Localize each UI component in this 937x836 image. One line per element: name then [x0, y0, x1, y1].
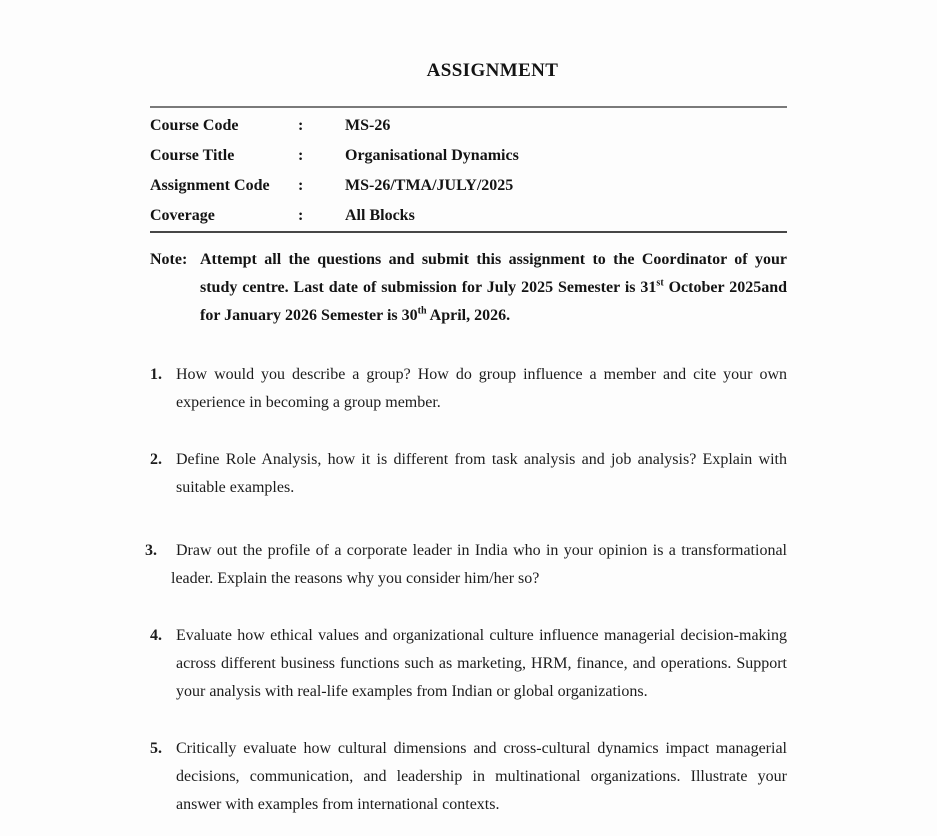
note-text-part3: April, 2026. — [426, 307, 511, 324]
question-text: How would you describe a group? How do group influence a member and cite your own experience in becoming a group member. — [176, 366, 787, 411]
page-title: ASSIGNMENT — [426, 60, 559, 81]
question-list — [145, 361, 787, 819]
row-label: Assignment Code — [150, 177, 270, 194]
submission-note — [150, 246, 787, 330]
row-label: Course Code — [150, 117, 239, 134]
question-number: 5. — [150, 740, 162, 757]
question-item-1 — [150, 361, 787, 417]
row-separator: : — [298, 207, 304, 224]
table-row-assignment-code — [150, 171, 787, 201]
row-separator: : — [298, 147, 304, 164]
question-text: Draw out the profile of a corporate leader in India who in your opinion is a transformational leader. Explain the reasons why you consider him/her so? — [171, 542, 787, 587]
document-content — [145, 0, 787, 819]
table-row-course-code — [150, 111, 787, 141]
note-label: Note: — [150, 251, 188, 268]
question-number: 2. — [150, 451, 162, 468]
question-item-2 — [150, 446, 787, 502]
note-superscript-th: th — [417, 305, 427, 317]
row-value: Organisational Dynamics — [345, 147, 519, 164]
question-item-4 — [150, 622, 787, 706]
row-value: All Blocks — [345, 207, 415, 224]
row-value: MS-26 — [345, 117, 391, 134]
question-item-3 — [145, 537, 787, 593]
question-number: 4. — [150, 627, 162, 644]
question-text: Define Role Analysis, how it is different from task analysis and job analysis? Explain with suitable examples. — [176, 451, 787, 496]
question-item-5 — [150, 735, 787, 819]
row-value: MS-26/TMA/JULY/2025 — [345, 177, 514, 194]
question-number: 3. — [145, 542, 157, 559]
course-info-table — [150, 106, 787, 233]
note-text-part2: October 2025and for January 2026 Semester is 30 — [200, 279, 787, 324]
note-text-part1: Attempt all the questions and submit this assignment to the Coordinator of your study centre. Last date of submission for July 2025 Semester is 31 — [200, 251, 787, 296]
table-row-coverage — [150, 201, 787, 231]
row-label: Coverage — [150, 207, 215, 224]
question-text: Evaluate how ethical values and organizational culture influence managerial decision-making across different business functions such as marketing, HRM, finance, and operations. Support your analysis with real-life examples from Indian or global organizations. — [176, 627, 787, 700]
row-separator: : — [298, 177, 304, 194]
table-row-course-title — [150, 141, 787, 171]
question-number: 1. — [150, 366, 162, 383]
row-label: Course Title — [150, 147, 235, 164]
note-superscript-st: st — [656, 277, 664, 289]
row-separator: : — [298, 117, 304, 134]
question-text: Critically evaluate how cultural dimensions and cross-cultural dynamics impact managerial decisions, communication, and leadership in multinational organizations. Illustrate your answer with examples from international contexts. — [176, 740, 787, 813]
